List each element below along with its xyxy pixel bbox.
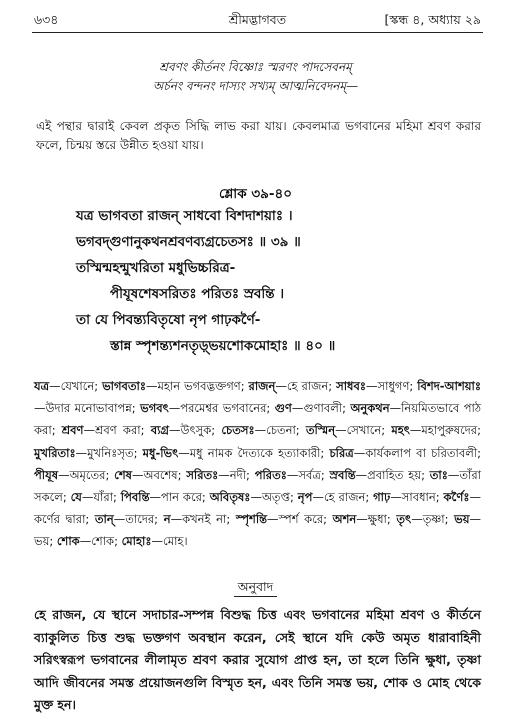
synonym-entry [121,490,210,504]
synonym-entry [34,379,102,393]
synonym-meaning: —উৎসুক; [169,423,222,438]
sanskrit-quote [0,58,511,96]
synonym-term: অশন [332,512,357,527]
synonym-meaning: —মোহ। [151,534,188,549]
synonym-meaning: —পরমেশ্বর ভগবানের; [168,401,275,416]
synonym-entry [186,468,254,482]
synonym-entry [210,490,298,504]
synonym-meaning: —শ্রবণ করা; [83,423,151,438]
synonym-term: মুখরিতাঃ [34,445,76,460]
synonym-term: স্পৃশন্তি [235,512,268,527]
synonym-meaning: —গুণাবলী; [291,401,351,416]
quote-line: শ্রবণং কীর্তনং বিষ্ণোঃ স্মরণং পাদসেবনম্ [159,60,352,74]
synonym-entry [298,490,373,504]
synonym-term: তৃৎ [396,512,412,527]
synonym-term: যত্র [34,379,50,393]
synonym-meaning: —অতৃপ্ত; [250,490,298,505]
synonym-term: মধু-ভিৎ [142,445,179,460]
synonym-term: পরিতঃ [254,467,287,482]
synonym-meaning: —পান করে; [149,490,210,505]
synonym-term: সাধবঃ [336,379,367,393]
synonym-entry [95,512,164,526]
synonym-term: নৃপ [297,490,313,505]
synonym-entry [62,423,151,437]
translation-heading-text: অনুবাদ [234,579,277,597]
synonym-entry [221,423,306,437]
synonym-meaning: —মধু নামক দৈত্যকে হত্যাকারী; [178,445,330,460]
synonym-term: ভগবৎ [140,401,169,416]
synonym-meaning: —সর্বত্র; [286,467,330,482]
synonym-meaning: —ক্ষুধা; [356,512,397,527]
synonym-meaning: —নদী; [218,467,255,482]
verse-line: পীযূষশেষসরিতঃ পরিতঃ স্রবন্তি । [110,286,285,302]
synonym-meaning: —যেখানে; [49,379,103,393]
synonym-meaning: —সাবধান; [390,490,444,505]
synonym-term: ভাগবতাঃ [102,379,146,393]
synonym-meaning: —কর্ণের দ্বারা; [34,490,481,527]
synonym-term: শ্রবণ [61,423,84,438]
running-head [34,12,481,30]
synonym-entry [114,468,186,482]
synonym-term: ভয় [454,512,470,527]
synonym-entry [391,423,481,437]
synonym-term: তান্ [94,512,114,527]
synonym-term: চরিত্র [329,445,354,460]
synonym-meaning: —অবশেষ; [131,467,187,482]
synonym-entry [102,379,248,393]
synonym-meaning: —তাদের; [113,512,164,527]
intro-paragraph: এই পন্থার দ্বারাই কেবল প্রকৃত সিদ্ধি লাভ করা যায়। কেবলমাত্র ভগবানের মহিমা শ্রবণ করার ফলে, চিন্ময় স্তরে উন্নীত হওয়া যায়। [36,119,481,152]
synonym-meaning: —প্রবাহিত হয়; [355,467,430,482]
synonym-meaning: —সাধুগণ; [366,379,418,393]
synonym-meaning: —তৃষ্ণা; [411,512,455,527]
synonym-term: তাঃ [429,467,448,482]
synonym-entry [71,490,121,504]
synonym-meaning: —অমৃতের; [58,467,115,482]
synonym-entry [34,446,143,460]
synonym-meaning: —মুখনিঃসৃত; [75,445,143,460]
synonym-term: ন [163,512,171,527]
synonym-entry [373,490,443,504]
verse-line: ভগবদ্গুণানুকথনশ্রবণব্যগ্রচেতসঃ ॥ ৩৯ ॥ [76,234,301,250]
synonym-term: ব্যগ্র [150,423,170,438]
book-title: শ্রীমদ্ভাগবত [228,12,287,27]
synonym-entry [164,512,236,526]
synonym-term: বিশদ-আশয়াঃ [417,379,481,393]
synonym-entry [255,468,330,482]
synonym-entry [122,534,188,548]
synonym-entry [34,468,114,482]
synonym-term: মহৎ [391,423,410,438]
synonym-meaning: —কখনই না; [170,512,236,527]
page-number: ৬৩৪ [34,12,59,27]
synonym-term: তস্মিন্ [305,423,336,438]
synonym-meaning: —ভয়; [34,512,481,549]
verse-line: স্তান্ন স্পৃশন্ত্যশনতৃড়্ভয়শোকমোহাঃ ॥ ৪০ ॥ [110,338,336,354]
synonym-entry [329,446,481,460]
synonym-meaning: —স্পর্শ করে; [267,512,333,527]
synonym-entry [249,379,337,393]
synonym-term: সরিতঃ [186,467,219,482]
synonym-meaning: —হে রাজন; [275,379,337,393]
synonym-term: মোহাঃ [121,534,152,549]
synonym-entry [57,534,122,548]
synonym-meaning: —মহান ভগবদ্ভক্তগণ; [146,379,249,393]
synonym-meaning: —তাঁরা সকলে; [34,467,481,505]
synonym-entry [275,401,351,415]
synonym-entry [143,446,330,460]
translation-text: হে রাজন, যে স্থানে সদাচার-সম্পন্ন বিশুদ্ধ চিত্ত এবং ভগবানের মহিমা শ্রবণ ও কীর্তনে ব্যাকুলিত চিত্ত শুদ্ধ ভক্তগণ অবস্থান করেন, সেই স্থানে যদি কেউ অমৃত ধারাবাহিনী সরিৎস্বরূপ ভগবানের লীলামৃত শ্রবণ করার সুযোগ প্রাপ্ত হন, তা হলে তিনি ক্ষুধা, তৃষ্ণা আদি জীবনের সমস্ত প্রয়োজনগুলি বিস্মৃত হন, এবং তিনি সমস্ত ভয়, শোক ও মোহ থেকে মুক্ত হন। [34,607,481,712]
synonym-meaning: —যাঁরা; [81,490,121,505]
synonym-meaning: —মহাপুরুষদের; [409,423,482,438]
synonym-entry [140,401,275,415]
synonym-entry [396,512,454,526]
verse-line: তা যে পিবন্ত্যবিতৃষো নৃপ গাঢ়কর্ণৈ- [76,312,261,328]
synonym-term: যে [70,490,82,505]
synonym-term: শোক [56,534,80,549]
synonym-term: অনুকথন [350,401,390,416]
synonym-entry [333,512,397,526]
synonym-term: গাঢ় [373,490,391,505]
synonym-entry [151,423,222,437]
word-for-word-synonyms [34,375,481,553]
synonym-meaning: —চেতনা; [254,423,306,438]
synonym-entry [306,423,391,437]
synonym-meaning: —নিয়মিতভাবে পাঠ করা; [34,401,482,438]
synonym-meaning: —কার্যকলাপ বা চরিতাবলী; [353,445,481,460]
synonym-entry [336,379,417,393]
quote-line: অর্চনং বন্দনং দাস্যং সখ্যম্ আত্মনিবেদনম্— [152,79,359,93]
synonym-meaning: —শোক; [79,534,122,549]
synonym-meaning: —হে রাজন; [312,490,374,505]
synonym-meaning: —সেখানে; [335,423,392,438]
chapter-reference: [স্কন্ধ ৪, অধ্যায় ২৯ [384,12,481,27]
synonym-term: রাজন্ [248,379,276,393]
synonym-term: কর্ণৈঃ [443,490,470,505]
verse-line: যত্র ভাগবতা রাজন্ সাধবো বিশদাশয়াঃ । [76,208,293,224]
synonym-term: স্রবন্তি [329,467,356,482]
synonym-term: পীযূষ [34,467,59,482]
synonym-term: অবিতৃষঃ [209,490,251,505]
synonym-term: পিবন্তি [120,490,150,505]
verse-heading: শ্লোক ৩৯-৪০ [218,186,293,202]
synonym-term: চেতসঃ [221,423,255,438]
synonym-term: গুণ [274,401,292,416]
synonym-meaning: —উদার মনোভাবাপন্ন; [34,401,141,416]
translation-heading [0,579,511,599]
verse-line: তস্মিন্মহন্মুখরিতা মধুভিচ্চরিত্র- [76,260,236,276]
header-rule [32,32,483,33]
synonym-entry [330,468,430,482]
synonym-entry [236,512,333,526]
synonym-term: শেষ [114,467,132,482]
